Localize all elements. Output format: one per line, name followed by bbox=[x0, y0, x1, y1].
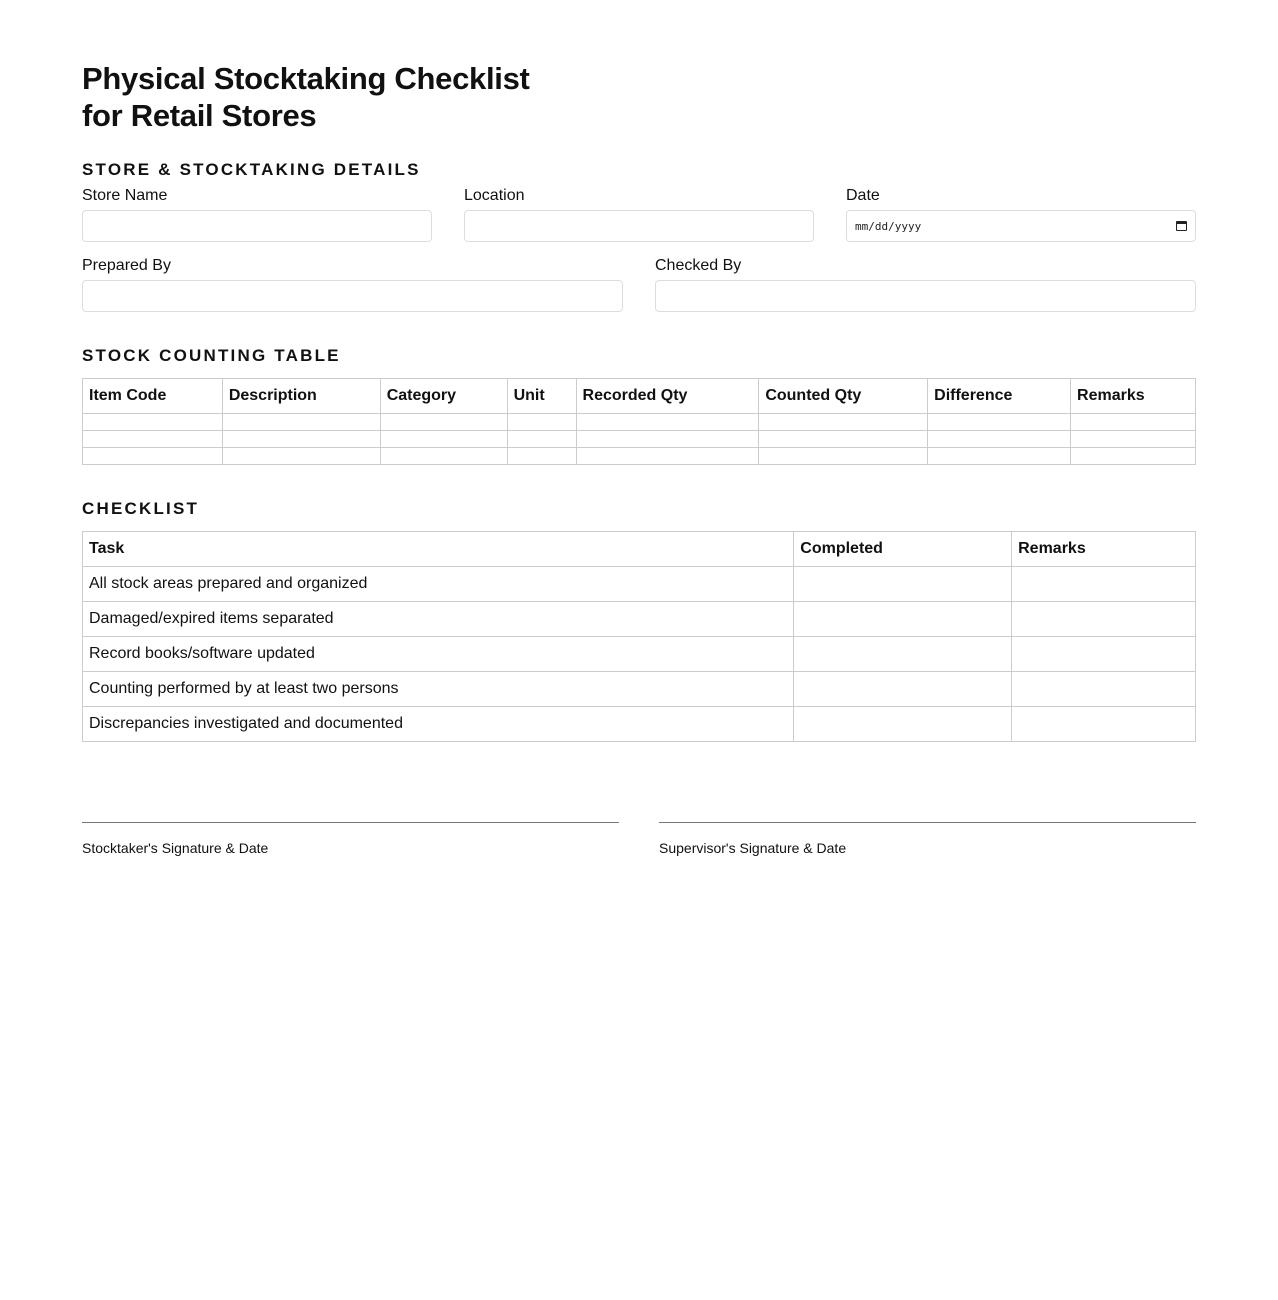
stock-cell[interactable] bbox=[222, 431, 380, 448]
checklist-table bbox=[82, 531, 1196, 742]
location-field bbox=[464, 188, 814, 242]
checklist-row bbox=[83, 637, 1196, 672]
date-label: Date bbox=[846, 187, 880, 204]
stock-row bbox=[83, 414, 1196, 431]
remarks-cell[interactable] bbox=[1012, 637, 1196, 672]
stock-cell[interactable] bbox=[928, 414, 1071, 431]
stock-cell[interactable] bbox=[507, 414, 576, 431]
stock-column-header: Counted Qty bbox=[759, 379, 928, 414]
remarks-cell[interactable] bbox=[1012, 672, 1196, 707]
stock-cell[interactable] bbox=[1071, 448, 1196, 465]
remarks-cell[interactable] bbox=[1012, 602, 1196, 637]
stock-cell[interactable] bbox=[928, 448, 1071, 465]
stock-cell[interactable] bbox=[1071, 414, 1196, 431]
stock-cell[interactable] bbox=[83, 448, 223, 465]
checked-by-field bbox=[655, 258, 1196, 312]
task-label: All stock areas prepared and organized bbox=[83, 567, 794, 602]
checklist-column-header: Task bbox=[83, 532, 794, 567]
stock-counting-table bbox=[82, 378, 1196, 465]
stock-column-header: Category bbox=[380, 379, 507, 414]
task-label: Record books/software updated bbox=[83, 637, 794, 672]
stock-cell[interactable] bbox=[1071, 431, 1196, 448]
stock-column-header: Unit bbox=[507, 379, 576, 414]
checked-by-input[interactable] bbox=[655, 280, 1196, 312]
stock-column-header: Difference bbox=[928, 379, 1071, 414]
date-field bbox=[846, 188, 1196, 242]
checklist-row bbox=[83, 707, 1196, 742]
prepared-by-field bbox=[82, 258, 623, 312]
stock-row bbox=[83, 448, 1196, 465]
checklist-column-header: Remarks bbox=[1012, 532, 1196, 567]
prepared-by-input[interactable] bbox=[82, 280, 623, 312]
store-name-field bbox=[82, 188, 432, 242]
task-label: Damaged/expired items separated bbox=[83, 602, 794, 637]
stock-cell[interactable] bbox=[576, 431, 759, 448]
checked-by-label: Checked By bbox=[655, 257, 742, 274]
stock-cell[interactable] bbox=[759, 448, 928, 465]
store-name-input[interactable] bbox=[82, 210, 432, 242]
checklist-row bbox=[83, 672, 1196, 707]
supervisor-signature-label: Supervisor's Signature & Date bbox=[659, 840, 847, 856]
completed-cell[interactable] bbox=[794, 567, 1012, 602]
stocktaker-signature-label: Stocktaker's Signature & Date bbox=[82, 840, 269, 856]
stock-cell[interactable] bbox=[380, 414, 507, 431]
stock-cell[interactable] bbox=[759, 414, 928, 431]
date-placeholder: mm/dd/yyyy bbox=[855, 219, 922, 233]
stock-cell[interactable] bbox=[928, 431, 1071, 448]
stock-cell[interactable] bbox=[83, 431, 223, 448]
supervisor-signature-line bbox=[659, 822, 1196, 856]
stock-cell[interactable] bbox=[380, 448, 507, 465]
stock-cell[interactable] bbox=[222, 448, 380, 465]
store-name-label: Store Name bbox=[82, 187, 168, 204]
stock-cell[interactable] bbox=[222, 414, 380, 431]
completed-cell[interactable] bbox=[794, 707, 1012, 742]
completed-cell[interactable] bbox=[794, 672, 1012, 707]
checklist-heading: CHECKLIST bbox=[82, 499, 200, 518]
stock-cell[interactable] bbox=[759, 431, 928, 448]
stock-column-header: Remarks bbox=[1071, 379, 1196, 414]
remarks-cell[interactable] bbox=[1012, 567, 1196, 602]
stock-column-header: Description bbox=[222, 379, 380, 414]
prepared-by-label: Prepared By bbox=[82, 257, 171, 274]
stock-column-header: Item Code bbox=[83, 379, 223, 414]
completed-cell[interactable] bbox=[794, 602, 1012, 637]
stock-cell[interactable] bbox=[576, 414, 759, 431]
stock-cell[interactable] bbox=[507, 448, 576, 465]
calendar-icon[interactable] bbox=[1176, 221, 1187, 231]
stock-cell[interactable] bbox=[83, 414, 223, 431]
stock-cell[interactable] bbox=[507, 431, 576, 448]
location-input[interactable] bbox=[464, 210, 814, 242]
checklist-row bbox=[83, 567, 1196, 602]
stock-row bbox=[83, 431, 1196, 448]
task-label: Counting performed by at least two persons bbox=[83, 672, 794, 707]
stock-cell[interactable] bbox=[576, 448, 759, 465]
details-heading: STORE & STOCKTAKING DETAILS bbox=[82, 160, 421, 179]
checklist-column-header: Completed bbox=[794, 532, 1012, 567]
stock-table-heading: STOCK COUNTING TABLE bbox=[82, 346, 341, 365]
page-title: Physical Stocktaking Checklist for Retail Stores bbox=[82, 61, 530, 133]
stocktaker-signature-line bbox=[82, 822, 619, 856]
stock-cell[interactable] bbox=[380, 431, 507, 448]
location-label: Location bbox=[464, 187, 525, 204]
checklist-row bbox=[83, 602, 1196, 637]
date-input[interactable] bbox=[846, 210, 1196, 242]
remarks-cell[interactable] bbox=[1012, 707, 1196, 742]
task-label: Discrepancies investigated and documented bbox=[83, 707, 794, 742]
completed-cell[interactable] bbox=[794, 637, 1012, 672]
stock-column-header: Recorded Qty bbox=[576, 379, 759, 414]
